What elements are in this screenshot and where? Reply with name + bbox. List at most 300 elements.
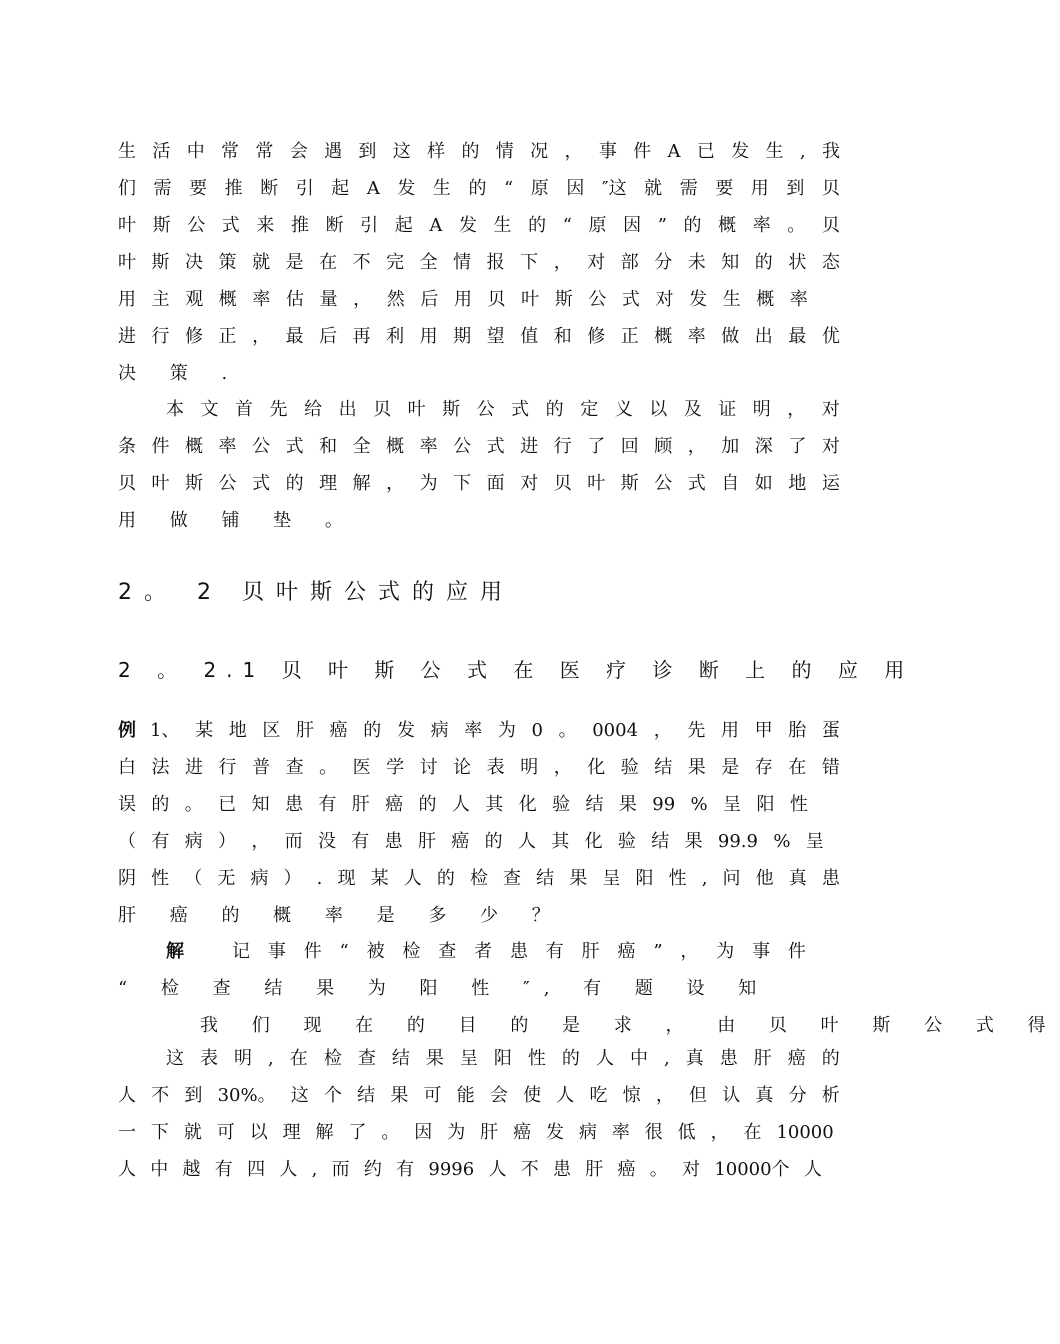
text-token: 公 xyxy=(252,436,271,457)
text-token: 果 xyxy=(569,868,588,889)
text-token: 对 xyxy=(520,473,539,494)
text-token: % xyxy=(690,794,708,815)
text-token: 人 xyxy=(803,1159,822,1180)
text-token: ， xyxy=(787,399,806,420)
solution-label: 解 xyxy=(166,941,184,962)
text-token: 正 xyxy=(218,326,237,347)
text-token: 查 xyxy=(285,757,304,778)
text-token: 了 xyxy=(788,436,807,457)
text-token: 估 xyxy=(285,289,304,310)
text-token: 人 xyxy=(279,1159,298,1180)
text-token: 概 xyxy=(756,289,775,310)
text-token: 和 xyxy=(319,436,338,457)
text-token: 查 xyxy=(438,941,457,962)
text-token: 面 xyxy=(486,473,505,494)
text-token: 吃 xyxy=(589,1085,608,1106)
text-token: 决 xyxy=(185,252,204,273)
text-token: 然 xyxy=(386,289,405,310)
text-token: 进 xyxy=(118,326,136,347)
text-token: 部 xyxy=(620,252,639,273)
text-token: 完 xyxy=(386,252,405,273)
text-token: , xyxy=(701,868,708,889)
text-token: 有 xyxy=(396,1159,415,1180)
text-token: 因 xyxy=(566,178,585,199)
text-token: 的 xyxy=(754,252,773,273)
text-token: 运 xyxy=(821,473,840,494)
text-token: 患 xyxy=(821,868,840,889)
text-token: , xyxy=(799,141,806,162)
text-token: ， xyxy=(564,141,583,162)
text-token: 患 xyxy=(509,941,528,962)
text-token: 下 xyxy=(520,252,539,273)
text-token: 是 xyxy=(721,757,740,778)
text-token: 患 xyxy=(553,1159,571,1180)
text-token: 人 xyxy=(118,1085,136,1106)
text-token: 这 xyxy=(392,141,411,162)
text-token: 呈 xyxy=(723,794,742,815)
text-token: 事 xyxy=(752,941,771,962)
text-token: 地 xyxy=(228,720,247,741)
text-token: 要 xyxy=(189,178,208,199)
intro-line-1 xyxy=(118,140,840,164)
text-token: 行 xyxy=(553,436,572,457)
text-token: 法 xyxy=(151,757,170,778)
text-token: 行 xyxy=(151,326,170,347)
text-token: 望 xyxy=(486,326,505,347)
text-token: 癌 xyxy=(513,1122,532,1143)
text-token: 遇 xyxy=(324,141,343,162)
text-token: 分 xyxy=(654,252,673,273)
text-token: 以 xyxy=(649,399,668,420)
text-token: 真 xyxy=(788,868,807,889)
text-token: 况 xyxy=(530,141,549,162)
text-token: 值 xyxy=(520,326,539,347)
example-line-3 xyxy=(118,793,808,817)
text-token: 出 xyxy=(754,326,773,347)
text-token: 果 xyxy=(687,757,706,778)
text-token: 已 xyxy=(696,141,715,162)
text-token: 10000个 xyxy=(714,1159,790,1180)
text-token: 是 xyxy=(285,252,304,273)
text-token: 肝 xyxy=(581,941,600,962)
text-token: （ xyxy=(184,868,203,889)
solution-para-line-3 xyxy=(118,1121,834,1145)
text-token: 生 xyxy=(493,215,512,236)
text-token: 会 xyxy=(289,141,308,162)
text-token: 件 xyxy=(633,141,652,162)
text-token: 因 xyxy=(414,1122,433,1143)
text-token: 癌 xyxy=(451,831,470,852)
text-token: 们 xyxy=(118,178,136,199)
text-token: 到 xyxy=(184,1085,203,1106)
text-token: 推 xyxy=(290,215,309,236)
text-token: 不 xyxy=(352,252,371,273)
text-token: 呈 xyxy=(805,831,824,852)
text-token: 和 xyxy=(553,326,572,347)
text-token: 需 xyxy=(153,178,172,199)
text-token: 真 xyxy=(685,1048,704,1069)
text-token: 贝 xyxy=(373,399,392,420)
text-token: 30%。 xyxy=(217,1085,276,1106)
text-token: 样 xyxy=(427,141,446,162)
text-token: 用 xyxy=(750,178,769,199)
text-token: A xyxy=(366,178,380,199)
text-token: 发 xyxy=(397,178,416,199)
text-token: 查 xyxy=(357,1048,376,1069)
text-token: 没 xyxy=(317,831,336,852)
text-token: 阳 xyxy=(493,1048,512,1069)
text-token: “ xyxy=(339,941,349,962)
text-token: 0 xyxy=(531,720,543,741)
text-token: 就 xyxy=(644,178,663,199)
text-token: ， xyxy=(386,473,405,494)
text-token: 的 xyxy=(821,1048,840,1069)
text-token: 件 xyxy=(151,436,170,457)
solution-line-1-text xyxy=(232,940,806,964)
text-token: 普 xyxy=(252,757,271,778)
text-token: 叶 xyxy=(407,399,426,420)
text-token: 用 xyxy=(419,326,438,347)
text-token: 而 xyxy=(284,831,303,852)
text-token: 需 xyxy=(679,178,698,199)
text-token: 被 xyxy=(366,941,385,962)
text-token: 表 xyxy=(200,1048,219,1069)
example-line-2 xyxy=(118,756,840,780)
text-token: 99.9 xyxy=(717,831,758,852)
text-token: 后 xyxy=(420,289,439,310)
text-token: 正 xyxy=(620,326,639,347)
text-token: 式 xyxy=(511,399,530,420)
text-token: 。 xyxy=(649,1159,668,1180)
text-token: A xyxy=(667,141,681,162)
text-token: 呈 xyxy=(602,868,621,889)
text-token: 结 xyxy=(536,868,555,889)
text-token: 断 xyxy=(260,178,279,199)
text-token: 人 xyxy=(118,1159,136,1180)
text-token: 其 xyxy=(551,831,570,852)
text-token: 利 xyxy=(386,326,405,347)
solution-line-1 xyxy=(166,940,806,964)
text-token: 的 xyxy=(561,1048,580,1069)
text-token: 斯 xyxy=(554,289,573,310)
text-token: 知 xyxy=(251,794,270,815)
text-token: 以 xyxy=(249,1122,268,1143)
text-token: 为 xyxy=(419,473,438,494)
text-token: , xyxy=(311,1159,318,1180)
text-token: 阳 xyxy=(756,794,775,815)
text-token: 概 xyxy=(718,215,737,236)
text-token: 可 xyxy=(216,1122,235,1143)
text-token: 斯 xyxy=(620,473,639,494)
text-token: 人 xyxy=(488,1159,507,1180)
text-token: 分 xyxy=(788,1085,807,1106)
text-token: 的 xyxy=(418,794,437,815)
text-token: 斯 xyxy=(185,473,204,494)
text-token: 明 xyxy=(520,757,539,778)
text-token: 的 xyxy=(484,831,503,852)
text-token: 肝 xyxy=(351,794,370,815)
example-line-5 xyxy=(118,867,840,891)
text-token: 在 xyxy=(289,1048,308,1069)
text-token: 叶 xyxy=(118,252,136,273)
text-token: , xyxy=(663,1048,670,1069)
text-token: 四 xyxy=(247,1159,266,1180)
text-token: 进 xyxy=(520,436,539,457)
text-token: 果 xyxy=(618,794,637,815)
text-token: 率 xyxy=(687,326,706,347)
text-token: ″这 xyxy=(601,178,627,199)
text-token: 真 xyxy=(755,1085,774,1106)
text-token: 进 xyxy=(185,757,204,778)
text-token: 事 xyxy=(267,941,286,962)
text-token: 的 xyxy=(151,794,170,815)
text-token: 人 xyxy=(403,868,422,889)
text-token: 期 xyxy=(453,326,472,347)
text-token: 误 xyxy=(118,794,136,815)
text-token: ， xyxy=(653,720,672,741)
text-token: “ xyxy=(562,215,572,236)
text-token: 区 xyxy=(262,720,281,741)
text-token: 活 xyxy=(152,141,171,162)
text-token: 率 xyxy=(464,720,483,741)
text-token: 率 xyxy=(252,289,271,310)
text-token: 要 xyxy=(715,178,734,199)
text-token: ， xyxy=(252,326,271,347)
text-token: 后 xyxy=(319,326,338,347)
intro-line-6 xyxy=(118,325,840,349)
text-token: 生 xyxy=(765,141,784,162)
text-token: 性 xyxy=(789,794,808,815)
text-token: 。 xyxy=(184,794,203,815)
text-token: 者 xyxy=(474,941,493,962)
text-token: 但 xyxy=(689,1085,708,1106)
text-token: , xyxy=(268,1048,274,1069)
text-token: 化 xyxy=(587,757,606,778)
text-token: 了 xyxy=(587,436,606,457)
text-token: 最 xyxy=(285,326,304,347)
para2-line-3 xyxy=(118,472,840,496)
solution-para-line-2 xyxy=(118,1084,840,1108)
text-token: 斯 xyxy=(442,399,461,420)
text-token: 公 xyxy=(218,473,237,494)
text-token: 的 xyxy=(528,215,547,236)
text-token: 给 xyxy=(304,399,323,420)
text-token: 不 xyxy=(520,1159,539,1180)
text-token: 结 xyxy=(391,1048,410,1069)
text-token: 引 xyxy=(295,178,314,199)
text-token: ） xyxy=(283,868,302,889)
text-token: 已 xyxy=(218,794,237,815)
text-token: 自 xyxy=(721,473,740,494)
text-token: 起 xyxy=(394,215,413,236)
text-token: 条 xyxy=(118,436,136,457)
text-token: 回 xyxy=(620,436,639,457)
text-token: 肝 xyxy=(417,831,436,852)
text-token: 1、 xyxy=(150,720,180,741)
text-token: 明 xyxy=(752,399,771,420)
text-token: 式 xyxy=(486,436,505,457)
text-token: 学 xyxy=(386,757,405,778)
text-token: 贝 xyxy=(821,215,840,236)
text-token: 呈 xyxy=(459,1048,478,1069)
text-token: 果 xyxy=(390,1085,409,1106)
text-token: 某 xyxy=(370,868,389,889)
solution-para-line-4 xyxy=(118,1158,822,1182)
text-token: ， xyxy=(353,289,372,310)
text-token: 理 xyxy=(319,473,338,494)
text-token: 证 xyxy=(718,399,737,420)
text-token: 的 xyxy=(363,720,382,741)
text-token: 公 xyxy=(187,215,206,236)
text-token: 用 xyxy=(720,720,739,741)
text-token: 地 xyxy=(788,473,807,494)
text-token: 公 xyxy=(588,289,607,310)
text-token: 果 xyxy=(425,1048,444,1069)
text-token: 引 xyxy=(360,215,379,236)
text-token: 定 xyxy=(580,399,599,420)
text-token: 对 xyxy=(655,289,674,310)
example-line-1-text xyxy=(150,719,840,743)
text-token: 主 xyxy=(151,289,170,310)
text-token: 阳 xyxy=(635,868,654,889)
text-token: 叶 xyxy=(151,473,170,494)
text-token: ） xyxy=(217,831,236,852)
text-token: 到 xyxy=(358,141,377,162)
text-token: ” xyxy=(653,941,663,962)
text-token: ， xyxy=(710,1122,729,1143)
text-token: 论 xyxy=(453,757,472,778)
text-token: 式 xyxy=(252,473,271,494)
text-token: 检 xyxy=(323,1048,342,1069)
text-token: 发 xyxy=(731,141,750,162)
text-token: 有 xyxy=(151,831,170,852)
text-token: 一 xyxy=(118,1122,136,1143)
solution-line-2: “ 检 查 结 果 为 阳 性 ″, 有 题 设 知 xyxy=(118,978,771,999)
text-token: 记 xyxy=(232,941,250,962)
text-token: （ xyxy=(118,831,136,852)
text-token: 解 xyxy=(315,1122,334,1143)
text-token: 而 xyxy=(331,1159,350,1180)
text-token: 病 xyxy=(578,1122,597,1143)
text-token: 性 xyxy=(151,868,170,889)
text-token: 观 xyxy=(185,289,204,310)
text-token: 我 xyxy=(821,141,840,162)
intro-line-3 xyxy=(118,214,840,238)
text-token: 事 xyxy=(598,141,617,162)
text-token: 中 xyxy=(186,141,205,162)
section-heading: 2。 2 贝叶斯公式的应用 xyxy=(118,580,514,605)
text-token: 原 xyxy=(588,215,607,236)
text-token: 约 xyxy=(363,1159,382,1180)
text-token: 癌 xyxy=(617,941,636,962)
text-token: 肝 xyxy=(480,1122,499,1143)
text-token: 问 xyxy=(722,868,741,889)
text-token: 现 xyxy=(337,868,356,889)
text-token: 理 xyxy=(282,1122,301,1143)
text-token: 癌 xyxy=(385,794,404,815)
text-token: 中 xyxy=(150,1159,169,1180)
text-token: 情 xyxy=(453,252,472,273)
text-token: 本 xyxy=(166,399,184,420)
text-token: 知 xyxy=(721,252,740,273)
text-token: 状 xyxy=(788,252,807,273)
text-token: 发 xyxy=(396,720,415,741)
text-token: 性 xyxy=(527,1048,546,1069)
text-token: 白 xyxy=(118,757,136,778)
text-token: 低 xyxy=(677,1122,696,1143)
text-token: 越 xyxy=(182,1159,201,1180)
text-token: ” xyxy=(657,215,667,236)
text-token: 检 xyxy=(469,868,488,889)
text-token: 患 xyxy=(719,1048,738,1069)
text-token: 医 xyxy=(352,757,371,778)
text-token: 率 xyxy=(752,215,771,236)
text-token: A xyxy=(429,215,443,236)
text-token: 率 xyxy=(419,436,438,457)
text-token: 推 xyxy=(224,178,243,199)
text-token: 优 xyxy=(821,326,840,347)
text-token: 蛋 xyxy=(821,720,840,741)
text-token: 概 xyxy=(386,436,405,457)
example-line-4 xyxy=(118,830,824,854)
text-token: 件 xyxy=(787,941,806,962)
text-token: 深 xyxy=(754,436,773,457)
text-token: 在 xyxy=(743,1122,762,1143)
text-token: 患 xyxy=(284,794,303,815)
text-token: 癌 xyxy=(617,1159,636,1180)
text-token: 果 xyxy=(684,831,703,852)
text-token: 查 xyxy=(503,868,522,889)
text-token: 下 xyxy=(453,473,472,494)
intro-line-4 xyxy=(118,251,840,275)
text-token: 来 xyxy=(256,215,275,236)
text-token: 的 xyxy=(683,215,702,236)
example-line-1 xyxy=(118,719,840,743)
text-token: 。 xyxy=(381,1122,400,1143)
text-token: 式 xyxy=(285,436,304,457)
text-token: 性 xyxy=(668,868,687,889)
text-token: 人 xyxy=(595,1048,614,1069)
text-token: 报 xyxy=(486,252,505,273)
text-token: ， xyxy=(251,831,270,852)
text-token: 癌 xyxy=(329,720,348,741)
text-token: 修 xyxy=(185,326,204,347)
text-token: 概 xyxy=(185,436,204,457)
text-token: 做 xyxy=(721,326,740,347)
text-token: 到 xyxy=(786,178,805,199)
text-token: 有 xyxy=(351,831,370,852)
text-token: 验 xyxy=(617,831,636,852)
text-token: 能 xyxy=(456,1085,475,1106)
text-token: 使 xyxy=(523,1085,542,1106)
text-token: 概 xyxy=(654,326,673,347)
intro-line-7: 决 策 . xyxy=(118,363,242,384)
text-token: 。 xyxy=(558,720,577,741)
text-token: 病 xyxy=(250,868,269,889)
text-token: 件 xyxy=(303,941,322,962)
text-token: 量 xyxy=(319,289,338,310)
text-token: 发 xyxy=(458,215,477,236)
text-token: 对 xyxy=(682,1159,701,1180)
text-token: 阴 xyxy=(118,868,136,889)
text-token: 如 xyxy=(754,473,773,494)
text-token: 肝 xyxy=(296,720,315,741)
para2-line-1 xyxy=(166,398,840,422)
text-token: ， xyxy=(553,252,572,273)
text-token: 明 xyxy=(234,1048,253,1069)
intro-line-5 xyxy=(118,288,808,312)
text-token: 贝 xyxy=(118,473,136,494)
